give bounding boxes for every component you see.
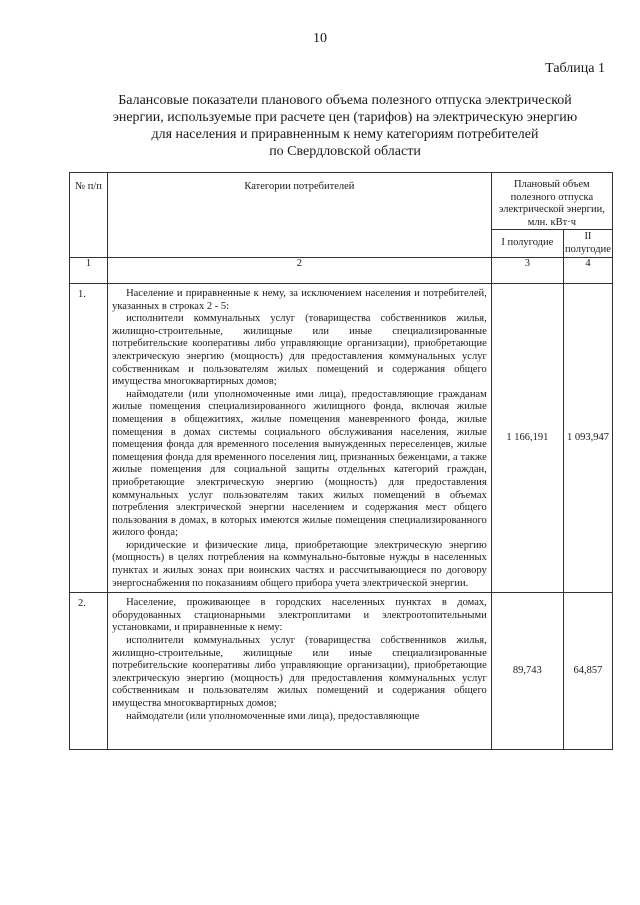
- category-paragraph: исполнители коммунальных услуг (товарищества собственников жилья, жилищно-строительные, жилищные или иные специализированные потребительские кооперативы либо управляющие организации), приобретающие электрическую энергию (мощность) для предоставления коммунальных услуг собственникам и пользователям жилых помещений и содержания общего имущества многоквартирных домов;: [112, 635, 487, 709]
- value-half1: 89,743: [491, 593, 563, 750]
- value-half1: 1 166,191: [491, 284, 563, 593]
- category-paragraph: Население и приравненные к нему, за исключением населения и потребителей, указанных в строках 2 - 5:: [112, 288, 487, 312]
- value-half2: 64,857: [563, 593, 612, 750]
- category-paragraph: Население, проживающее в городских населенных пунктах в домах, оборудованных стационарными электроплитами и электроотопительными установками, и приравненные к нему:: [112, 597, 487, 634]
- row-category: [108, 284, 492, 593]
- table-row: [70, 284, 613, 593]
- title-line: для населения и приравненным к нему категориям потребителей: [151, 127, 539, 142]
- value-half2: 1 093,947: [563, 284, 612, 593]
- header-half1: I полугодие: [491, 230, 563, 258]
- table-row: [70, 593, 613, 750]
- column-number: 4: [563, 258, 612, 284]
- row-number: 1.: [70, 284, 108, 593]
- column-number: 3: [491, 258, 563, 284]
- page-number: 10: [313, 31, 327, 46]
- document-title: [60, 92, 630, 160]
- header-category: Категории потребителей: [108, 173, 492, 258]
- category-paragraph: наймодатели (или уполномоченные ими лица), предоставляющие: [126, 710, 420, 722]
- category-paragraph: наймодатели (или уполномоченные ими лица), предоставляющие гражданам жилые помещения специализированного жилищного фонда, включая жилые помещения в общежитиях, жилые помещения маневренного фонда, жилые помещения в домах системы социального обслуживания населения, жилые помещения фонда для временного поселения вынужденных переселенцев, жилые помещения фонда для временного поселения лиц, признанных беженцами, а также жилые помещения для социальной защиты отдельных категорий граждан, приобретающие электрическую энергию (мощность) для предоставления коммунальных услуг пользователям таких жилых помещений в объемах потребления электрической энергии населением и содержания мест общего пользования в домах, в которых имеются жилые помещения специализированного жилого фонда;: [112, 388, 487, 539]
- column-number: 1: [70, 258, 108, 284]
- title-line: Балансовые показатели планового объема полезного отпуска электрической: [118, 93, 572, 108]
- title-line: энергии, используемые при расчете цен (тарифов) на электрическую энергию: [112, 110, 578, 125]
- header-num: № п/п: [70, 173, 108, 258]
- header-volume: Плановый объем полезного отпуска электрической энергии, млн. кВт·ч: [491, 173, 612, 230]
- category-paragraph: исполнители коммунальных услуг (товарищества собственников жилья, жилищно-строительные, жилищные или иные специализированные потребительские кооперативы либо управляющие организации), приобретающие электрическую энергию (мощность) для предоставления коммунальных услуг собственникам и пользователям жилых помещений и содержания общего имущества многоквартирных домов;: [112, 313, 487, 388]
- table-label: Таблица 1: [545, 61, 605, 76]
- title-line: по Свердловской области: [269, 144, 421, 159]
- column-number: 2: [108, 258, 492, 284]
- header-half2: II полугодие: [563, 230, 612, 258]
- category-paragraph: юридические и физические лица, приобретающие электрическую энергию (мощность) в целях потребления на коммунально-бытовые нужды в населенных пунктах и жилых зонах при воинских частях и рассчитывающиеся по договору энергоснабжения по показаниям общего прибора учета электрической энергии.: [112, 539, 487, 589]
- row-category: [108, 593, 492, 750]
- balance-table: [69, 172, 613, 750]
- row-number: 2.: [70, 593, 108, 750]
